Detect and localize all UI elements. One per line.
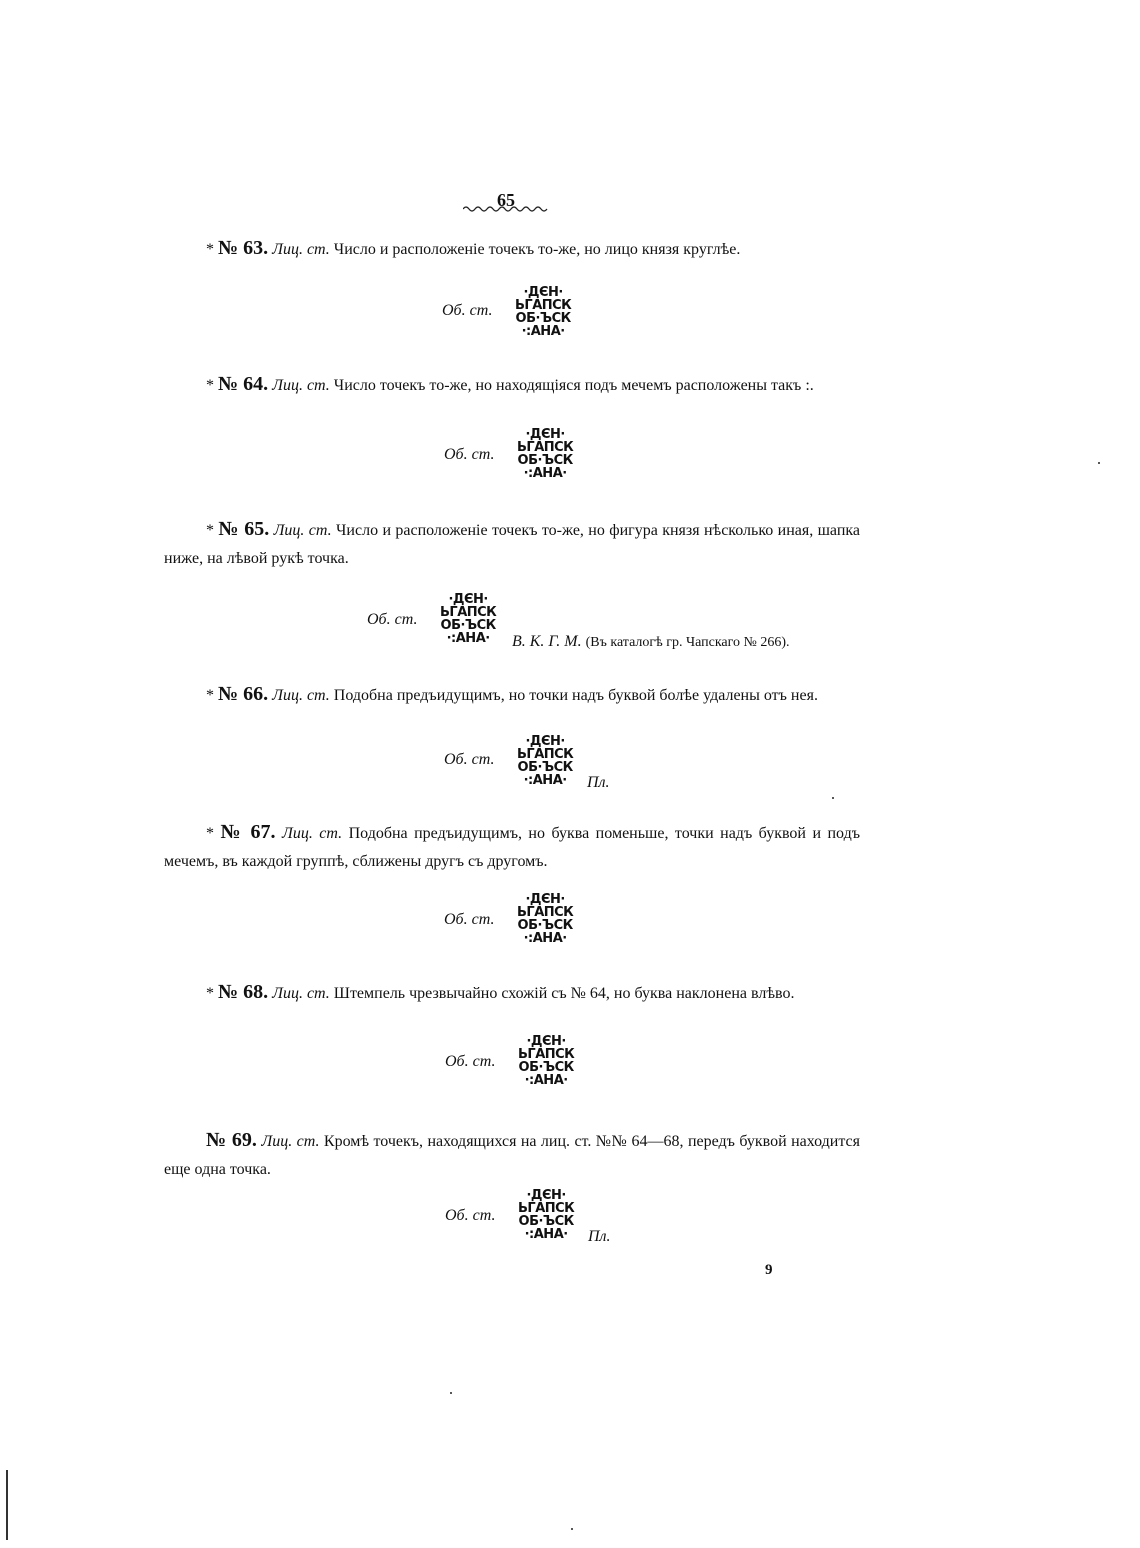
legend-line: ·ДЄН· [526, 1034, 566, 1049]
entry-66 [164, 680, 860, 710]
legend-line: ЬГАПСК [518, 1047, 575, 1062]
entry-65 [164, 515, 860, 573]
scan-speck [450, 1392, 452, 1394]
entry-64 [164, 370, 860, 400]
entry-67 [164, 818, 860, 876]
legend-line: ЬГАПСК [517, 440, 574, 455]
reverse-label: Об. ст. [444, 911, 495, 928]
legend-line: ·:АНА· [523, 466, 567, 481]
entry-text: Подобна предъидущимъ, но точки надъ буквой болѣе удалены отъ нея. [333, 687, 818, 704]
entry-star: * [206, 687, 214, 704]
reverse-label: Об. ст. [444, 446, 495, 463]
legend-line: ОБ·ЪСК [440, 618, 496, 633]
entry-number: № 69. [206, 1129, 257, 1151]
obverse-label: Лиц. ст. [281, 825, 343, 842]
legend-line: ·ДЄН· [523, 285, 563, 300]
legend-line: ·ДЄН· [525, 427, 565, 442]
collection-abbrev: Пл. [588, 1228, 611, 1245]
legend-line: ·ДЄН· [448, 592, 488, 607]
scan-speck [571, 1528, 573, 1530]
legend-line: ОБ·ЪСК [518, 1214, 574, 1229]
legend-line: ОБ·ЪСК [518, 1060, 574, 1075]
legend-line: ·ДЄН· [526, 1188, 566, 1203]
entry-69 [164, 1126, 860, 1184]
reverse-label: Об. ст. [445, 1207, 496, 1224]
entry-63 [164, 234, 860, 264]
entry-star: * [206, 825, 214, 842]
coin-legend [440, 593, 496, 645]
legend-line: ·:АНА· [446, 631, 490, 646]
reverse-label: Об. ст. [367, 611, 418, 628]
legend-line: ·:АНА· [524, 1227, 568, 1242]
reverse-label: Об. ст. [444, 751, 495, 768]
entry-number: № 63. [218, 237, 269, 259]
entry-text: Число точекъ то-же, но находящіяся подъ мечемъ расположены такъ :. [333, 377, 814, 394]
entry-text: Число и расположеніе точекъ то-же, но лицо князя круглѣе. [333, 241, 741, 258]
coin-legend [517, 893, 573, 945]
obverse-label: Лиц. ст. [261, 1133, 320, 1150]
entry-star: * [206, 985, 214, 1002]
entry-number: № 65. [218, 518, 270, 540]
legend-line: ·:АНА· [523, 931, 567, 946]
entry-number: № 68. [218, 981, 269, 1003]
coin-legend [518, 1189, 574, 1241]
collection-abbrev: Пл. [587, 774, 610, 791]
provenance-note [512, 633, 790, 651]
legend-line: ·:АНА· [524, 1073, 568, 1088]
obverse-label: Лиц. ст. [272, 241, 330, 258]
legend-line: ЬГАПСК [440, 605, 497, 620]
legend-line: ОБ·ЪСК [517, 918, 573, 933]
entry-68 [164, 978, 860, 1008]
legend-line: ·:АНА· [523, 773, 567, 788]
reverse-label: Об. ст. [445, 1053, 496, 1070]
obverse-label: Лиц. ст. [272, 687, 330, 704]
legend-line: ОБ·ЪСК [515, 311, 571, 326]
entry-text: Штемпель чрезвычайно схожій съ № 64, но буква наклонена влѣво. [333, 985, 795, 1002]
obverse-label: Лиц. ст. [272, 985, 330, 1002]
legend-line: ·ДЄН· [525, 734, 565, 749]
page-number: 65 [497, 190, 515, 210]
catalogue-reference: (Въ каталогѣ гр. Чапскаго № 266). [585, 635, 790, 650]
collection-abbrev: В. К. Г. М. [512, 633, 582, 650]
entry-star: * [206, 241, 214, 258]
legend-line: ОБ·ЪСК [517, 453, 573, 468]
entry-number: № 64. [218, 373, 269, 395]
signature-mark: 9 [765, 1262, 773, 1278]
reverse-label: Об. ст. [442, 302, 493, 319]
legend-line: ЬГАПСК [518, 1201, 575, 1216]
wavy-rule-ornament [463, 204, 551, 214]
coin-legend [517, 735, 573, 787]
entry-number: № 67. [220, 821, 276, 843]
entry-text: Подобна предъидущимъ, но буква поменьше, точки надъ буквой и подъ мечемъ, въ каждой группѣ, сближены другъ съ другомъ. [164, 825, 861, 870]
legend-line: ЬГАПСК [517, 905, 574, 920]
legend-line: ·:АНА· [521, 324, 565, 339]
entry-star: * [206, 377, 214, 394]
legend-line: ЬГАПСК [517, 747, 574, 762]
entry-text: Число и расположеніе точекъ то-же, но фигура князя нѣсколько иная, шапка ниже, на лѣвой рукѣ точка. [164, 522, 861, 567]
entry-star: * [206, 522, 214, 539]
obverse-label: Лиц. ст. [272, 377, 330, 394]
coin-legend [515, 286, 571, 338]
legend-line: ОБ·ЪСК [517, 760, 573, 775]
legend-line: ЬГАПСК [515, 298, 572, 313]
scan-edge-line [6, 1470, 8, 1540]
scan-speck [832, 797, 834, 799]
coin-legend [518, 1035, 574, 1087]
entry-number: № 66. [218, 683, 269, 705]
coin-legend [517, 428, 573, 480]
obverse-label: Лиц. ст. [273, 522, 332, 539]
legend-line: ·ДЄН· [525, 892, 565, 907]
scan-speck [1098, 462, 1100, 464]
entry-text: Кромѣ точекъ, находящихся на лиц. ст. №№ 64—68, передъ буквой находится еще одна точка. [164, 1133, 861, 1178]
